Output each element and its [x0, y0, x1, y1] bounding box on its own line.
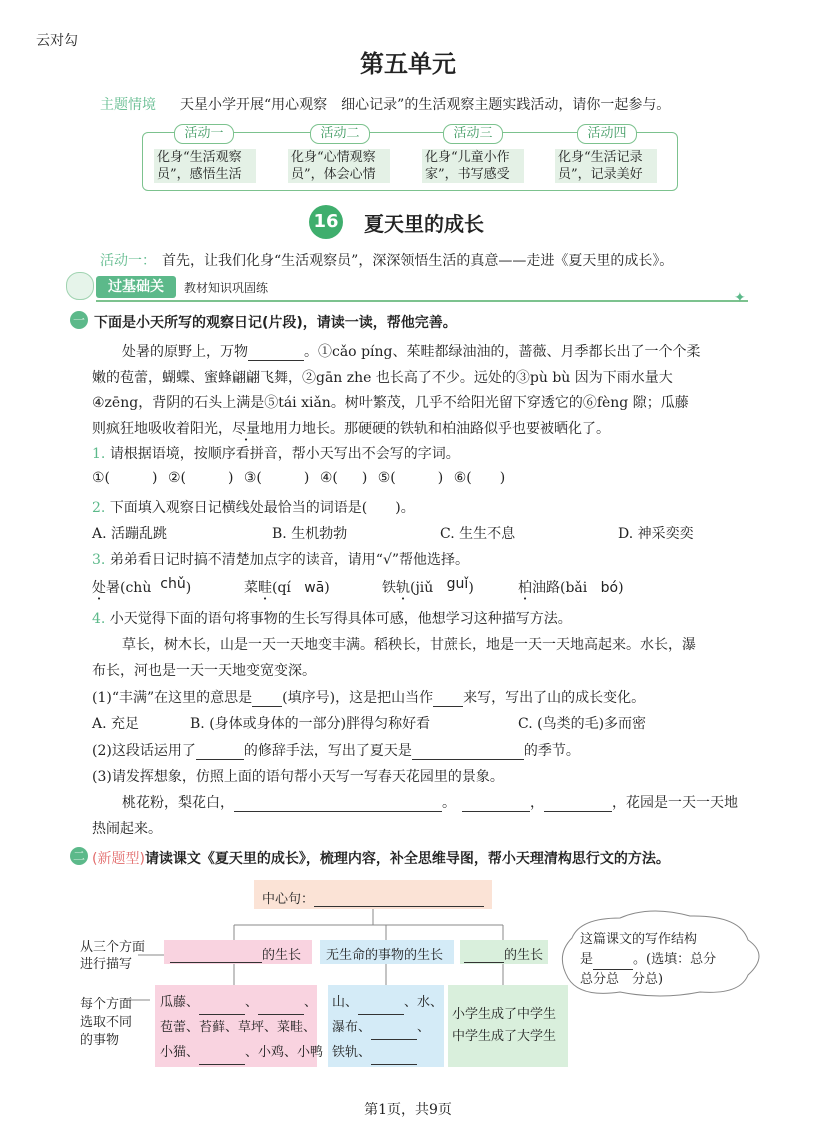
q3-item-1[interactable]: 处暑(chù chǔ) [92, 576, 192, 596]
theme-label: 主题情境 [100, 97, 156, 113]
question-3: 3. 弟弟看日记时搞不清楚加点字的读音，请用“√”帮他选择。 [92, 552, 470, 568]
label-three-aspects: 从三个方面 进行描写 [80, 940, 146, 972]
non-living-list[interactable]: 山、 、水、 瀑布、 、 铁轨、 [332, 990, 443, 1065]
question-4: 4. 小天觉得下面的语句将事物的生长写得具体可感，他想学习这种描写方法。 [92, 611, 572, 627]
part1-number: 一 [70, 311, 88, 329]
diary-line-4: 则疯狂地吸收着阳光，尽量地用力地长。那硬硬的铁轨和柏油路似乎也要被晒化了。 [92, 421, 610, 437]
q4-sub-3-answer: 桃花粉，梨花白， 。 ， ，花园是一天一天地 [122, 795, 738, 811]
part2-number: 二 [70, 847, 88, 865]
activity-intro-text: 首先，让我们化身“生活观察员”，深深领悟生活的真意——走进《夏天里的成长》。 [162, 253, 674, 269]
q1-answer-slots[interactable]: ①( ) ②( ) ③( ) ④( ) ⑤( ) ⑥( ) [92, 470, 506, 486]
part1-title: 下面是小天所写的观察日记(片段)，请读一读，帮他完善。 [94, 315, 457, 331]
activity-2-box: 化身“心情观察 员”，体会心情 [288, 149, 390, 183]
diary-line-1: 处暑的原野上，万物 。①cǎo píng、茱畦都绿油油的，蔷薇、月季都长出了一个个柔 [122, 344, 701, 360]
structure-cloud[interactable]: 这篇课文的写作结构 是 。(选填：总分 总分总 分总) [580, 932, 717, 987]
q4-option-a: A. 充足 [92, 716, 140, 732]
theme-text: 天星小学开展“用心观察 细心记录”的生活观察主题实践活动，请你一起参与。 [180, 97, 671, 113]
part2-title: (新题型)请读课文《夏天里的成长》，梳理内容，补全思维导图，帮小天理清构思行文的方法。 [92, 851, 670, 867]
aspect-3[interactable]: 的生长 [464, 944, 543, 963]
brand-label: 云对勾 [36, 33, 78, 49]
q2-option-c[interactable]: C. 生生不息 [440, 526, 516, 542]
diary-line-2: 嫩的苞蕾，蝴蝶、蜜蜂翩翩飞舞，②gān zhe 也长高了不少。远处的③pù bù 因为下雨水量大 [92, 370, 673, 386]
activity-3-box: 化身“儿童小作 家”，书写感受 [422, 149, 524, 183]
center-sentence[interactable]: 中心句： [262, 888, 484, 907]
label-each-aspect: 每个方面 选取不同 的事物 [80, 997, 133, 1048]
section-label: 过基础关 [96, 276, 176, 298]
q2-option-a[interactable]: A. 活蹦乱跳 [92, 526, 168, 542]
people-list: 小学生成了中学生 中学生成了大学生 [452, 1007, 557, 1044]
q4-sub-1: (1)“丰满”在这里的意思是 (填序号)，这是把山当作 来写，写出了山的成长变化。 [92, 690, 646, 706]
tab-activity-2: 活动二 [310, 124, 370, 144]
living-things-list[interactable]: 瓜藤、 、 、 苞蕾、苔藓、草坪、菜畦、 小猫、 、小鸡、小鸭 [160, 990, 323, 1065]
q4-passage-1: 草长，树木长，山是一天一天地变丰满。稻秧长，甘蔗长，地是一天一天地高起来。水长，瀑 [122, 637, 696, 653]
q4-option-c: C. (鸟类的毛)多而密 [518, 716, 647, 732]
activity-1-box: 化身“生活观察 员”，感悟生活 [154, 149, 256, 183]
question-1: 1. 请根据语境，按顺序看拼音，帮小天写出不会写的字词。 [92, 446, 460, 462]
activity-intro-label: 活动一： [100, 253, 156, 269]
lesson-number-badge: 16 [309, 205, 343, 239]
tab-activity-3: 活动三 [443, 124, 503, 144]
page-footer: 第1页，共9页 [364, 1102, 452, 1118]
diary-line-3: ④zēng，背阴的石头上满是⑤tái xiǎn。树叶繁茂，几乎不给阳光留下穿透它的⑥fèng 隙；瓜藤 [92, 395, 689, 411]
section-sub: 教材知识巩固练 [184, 281, 269, 295]
q2-option-d[interactable]: D. 神采奕奕 [618, 526, 694, 542]
q4-sub-3: (3)请发挥想象，仿照上面的语句帮小天写一写春天花园里的景象。 [92, 769, 504, 785]
q3-item-2[interactable]: 菜畦(qí wā) [244, 580, 330, 596]
q4-passage-2: 布长，河也是一天一天地变宽变深。 [92, 663, 316, 679]
lesson-title: 夏天里的成长 [364, 212, 484, 236]
question-2: 2. 下面填入观察日记横线处最恰当的词语是( )。 [92, 500, 415, 516]
aspect-1[interactable]: 的生长 [170, 944, 301, 963]
activity-4-box: 化身“生活记录 员”，记录美好 [555, 149, 657, 183]
star-icon: ✦ [734, 290, 746, 306]
tab-activity-4: 活动四 [577, 124, 637, 144]
tab-activity-1: 活动一 [174, 124, 234, 144]
q4-sub-3-end: 热闹起来。 [92, 821, 162, 837]
q3-item-3[interactable]: 铁轨(jiǔ guǐ) [382, 576, 474, 596]
unit-title: 第五单元 [360, 50, 456, 78]
q4-option-b: B. (身体或身体的一部分)胖得匀称好看 [190, 716, 431, 732]
q3-item-4[interactable]: 柏油路(bǎi bó) [518, 580, 624, 596]
q4-sub-2: (2)这段话运用了 的修辞手法，写出了夏天是 的季节。 [92, 743, 580, 759]
aspect-2: 无生命的事物的生长 [326, 948, 444, 963]
q2-option-b[interactable]: B. 生机勃勃 [272, 526, 348, 542]
